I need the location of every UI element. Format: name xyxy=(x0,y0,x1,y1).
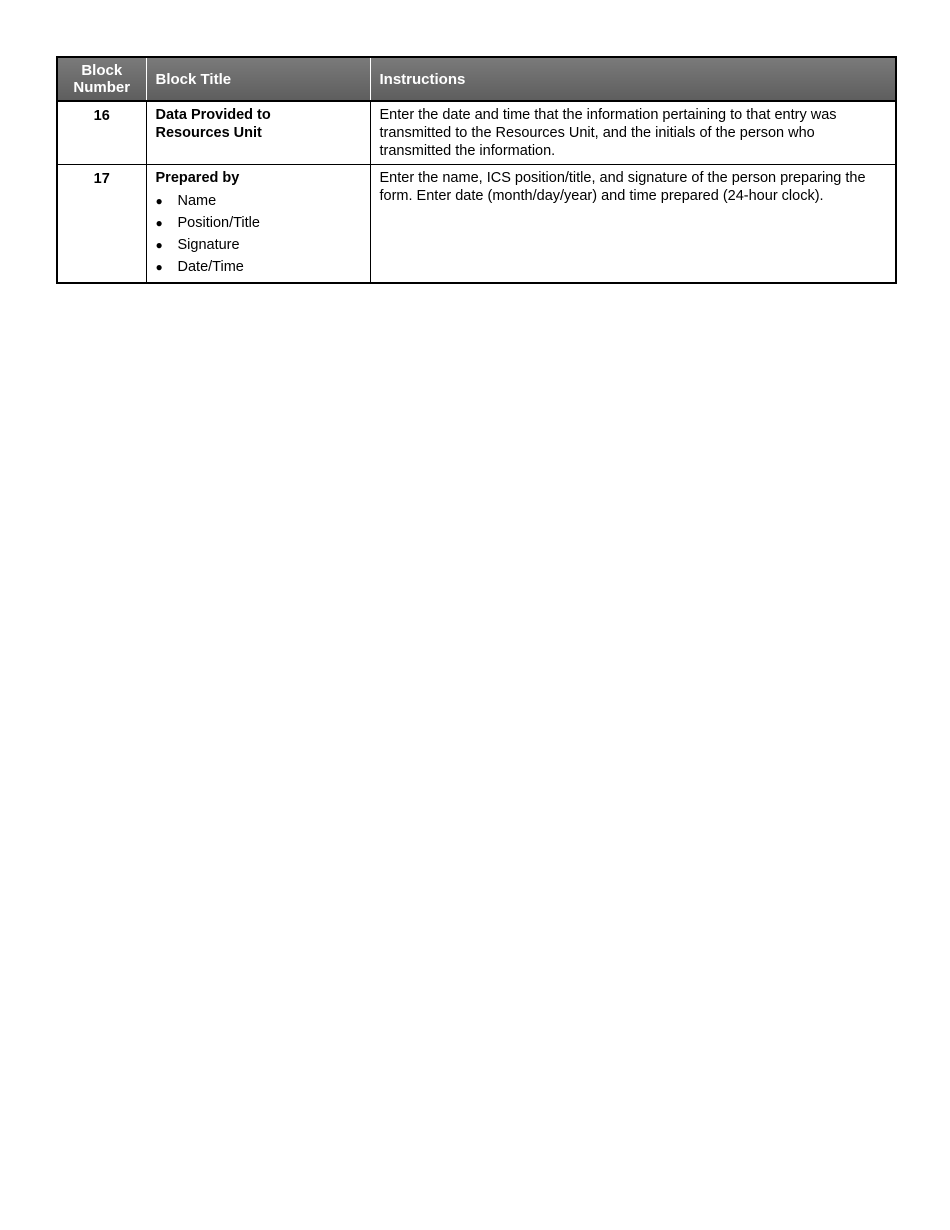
block-title-line1: Data Provided to xyxy=(155,107,271,123)
bullet-item xyxy=(156,234,361,256)
header-instructions: Instructions xyxy=(370,57,896,101)
block-title-line2: Resources Unit xyxy=(155,125,262,141)
bullet-text: Position/Title xyxy=(177,215,260,231)
instructions-cell: Enter the date and time that the information pertaining to that entry was transmitted to the Resources Unit, and the initials of the person who transmitted the information. xyxy=(370,101,896,165)
header-block-title: Block Title xyxy=(146,57,370,101)
bullet-icon: ● xyxy=(155,194,163,208)
block-title-cell xyxy=(146,101,370,165)
bullet-icon: ● xyxy=(155,216,163,230)
block-number-cell: 16 xyxy=(57,101,146,165)
bullet-text: Signature xyxy=(177,237,240,253)
bullet-text: Date/Time xyxy=(177,259,244,275)
header-block-number-line1: Block xyxy=(81,62,123,79)
table-row xyxy=(57,165,896,284)
header-block-number-line2: Number xyxy=(73,79,131,96)
table-row xyxy=(57,101,896,165)
instructions-table xyxy=(56,56,897,284)
bullet-item xyxy=(156,256,361,278)
header-block-number xyxy=(57,57,146,101)
block-title-bullets xyxy=(156,190,361,278)
block-number-cell: 17 xyxy=(57,165,146,284)
instructions-cell: Enter the name, ICS position/title, and signature of the person preparing the form. Enter date (month/day/year) and time prepared (24-hour clock). xyxy=(370,165,896,284)
bullet-item xyxy=(156,212,361,234)
bullet-text: Name xyxy=(177,193,217,209)
bullet-icon: ● xyxy=(155,260,163,274)
block-title-cell xyxy=(146,165,370,284)
bullet-icon: ● xyxy=(155,238,163,252)
table-header-row xyxy=(57,57,896,101)
bullet-item xyxy=(156,190,361,212)
block-title: Prepared by xyxy=(155,170,240,186)
